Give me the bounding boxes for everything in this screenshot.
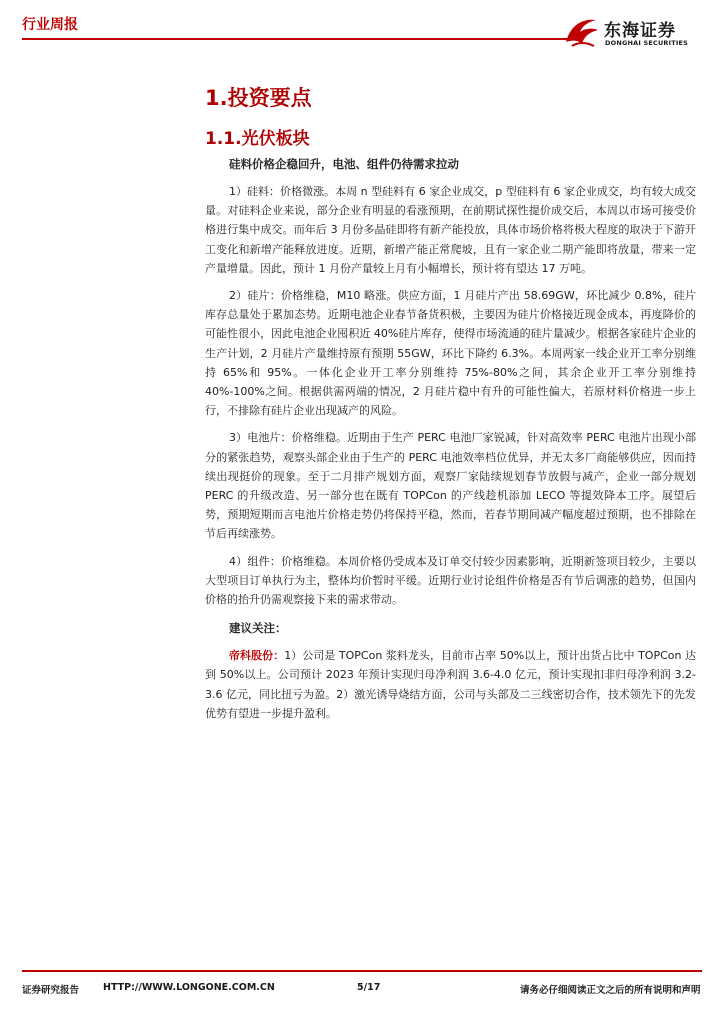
recommend-title: 建议关注： bbox=[229, 621, 287, 636]
paragraph-wafer: 2）硅片：价格维稳，M10 略涨。供应方面，1 月硅片产出 58.69GW，环比减少 0.8%，硅片库存总量处于累加态势。近期电池企业春节备货积极，主要因为硅片价格接近现金成本，再度降价的可能性很小，因此电池企业囤积近 40%硅片库存，使得市场流通的硅片量减少。根据各家硅片企业的生产计划，2 月硅片产量维持原有预期 55GW，环比下降约 6.3%。本周两家一线企业开工率分别维持 65%和 95%。一体化企业开工率分别维持 75%-80%之间，其余企业开工率分别维持 40%-100%之间。根据供需两端的情况，2 月硅片稳中有升的可能性偏大，若原材料价格进一步上行，不排除有硅片企业出现减产的风险。 bbox=[205, 289, 696, 418]
main-content bbox=[205, 154, 696, 723]
recommend-text: 1）公司是 TOPCon 浆料龙头，目前市占率 50%以上，预计出货占比中 TOPCon 达到 50%以上。公司预计 2023 年预计实现归母净利润 3.6-4.0 亿元，预计实现扣非归母净利润 3.2-3.6 亿元，同比扭亏为盈。2）激光诱导烧结方面，公司与头部及二三线密切合作，技术领先下的先发优势有望进一步提升盈利。 bbox=[205, 649, 697, 720]
dragon-logo-icon bbox=[562, 12, 602, 52]
paragraph-cell: 3）电池片：价格维稳。近期由于生产 PERC 电池厂家锐减，针对高效率 PERC 电池片出现小部分的紧张趋势，观察头部企业由于生产的 PERC 电池效率档位优异，并无太多厂商能够供应，因而持续出现挺价的现象。至于二月排产规划方面，观察厂家陆续规划春节放假与减产，企业一部分规划 PERC 的升级改造、另一部分也在既有 TOPCon 的产线趁机添加 LECO 等提效降本工序。展望后势，预期短期而言电池片价格走势仍将保持平稳，然而，若春节期间减产幅度超过预期，也不排除在节后再续涨势。 bbox=[205, 431, 696, 541]
logo-chinese-name: 东海证券 bbox=[604, 21, 676, 41]
recommended-stock-name: 帝科股份： bbox=[229, 649, 285, 663]
footer-website-link[interactable]: HTTP://WWW.LONGONE.COM.CN bbox=[103, 982, 275, 993]
summary-subtitle: 硅料价格企稳回升，电池、组件仍待需求拉动 bbox=[229, 157, 459, 171]
recommend-paragraph bbox=[205, 646, 696, 723]
company-logo bbox=[562, 12, 712, 52]
header-divider bbox=[22, 38, 582, 40]
footer-divider bbox=[22, 970, 702, 972]
report-type-tag: 行业周报 bbox=[22, 17, 78, 33]
section-heading: 1.投资要点 bbox=[205, 86, 312, 110]
logo-english-name: DONGHAI SECURITIES bbox=[605, 39, 689, 47]
paragraph-module: 4）组件：价格维稳。本周价格仍受成本及订单交付较少因素影响，近期新签项目较少，主要以大型项目订单执行为主，整体均价暂时平缓。近期行业讨论组件价格是否有节后调涨的趋势，但国内价格的抬升仍需观察接下来的需求带动。 bbox=[205, 554, 696, 607]
footer-report-label: 证券研究报告 bbox=[22, 985, 80, 996]
paragraph-polysilicon: 1）硅料：价格微涨。本周 n 型硅料有 6 家企业成交，p 型硅料有 6 家企业成交，均有较大成交量。对硅料企业来说，部分企业有明显的看涨预期，在前期试探性提价成交后，本周以市场可接受价格进行集中成交。而年后 3 月份多晶硅即将有新产能投放，具体市场价格将极大程度的取决于下游开工变化和新增产能释放进度。近期，新增产能正常爬坡，且有一家企业二期产能即将放量，带来一定产量增量。因此，预计 1 月份产量较上月有小幅增长，预计将有望达 17 万吨。 bbox=[205, 185, 696, 275]
page-number: 5/17 bbox=[357, 982, 381, 993]
subsection-heading: 1.1.光伏板块 bbox=[205, 129, 310, 149]
footer-disclaimer: 请务必仔细阅读正文之后的所有说明和声明 bbox=[520, 985, 701, 996]
